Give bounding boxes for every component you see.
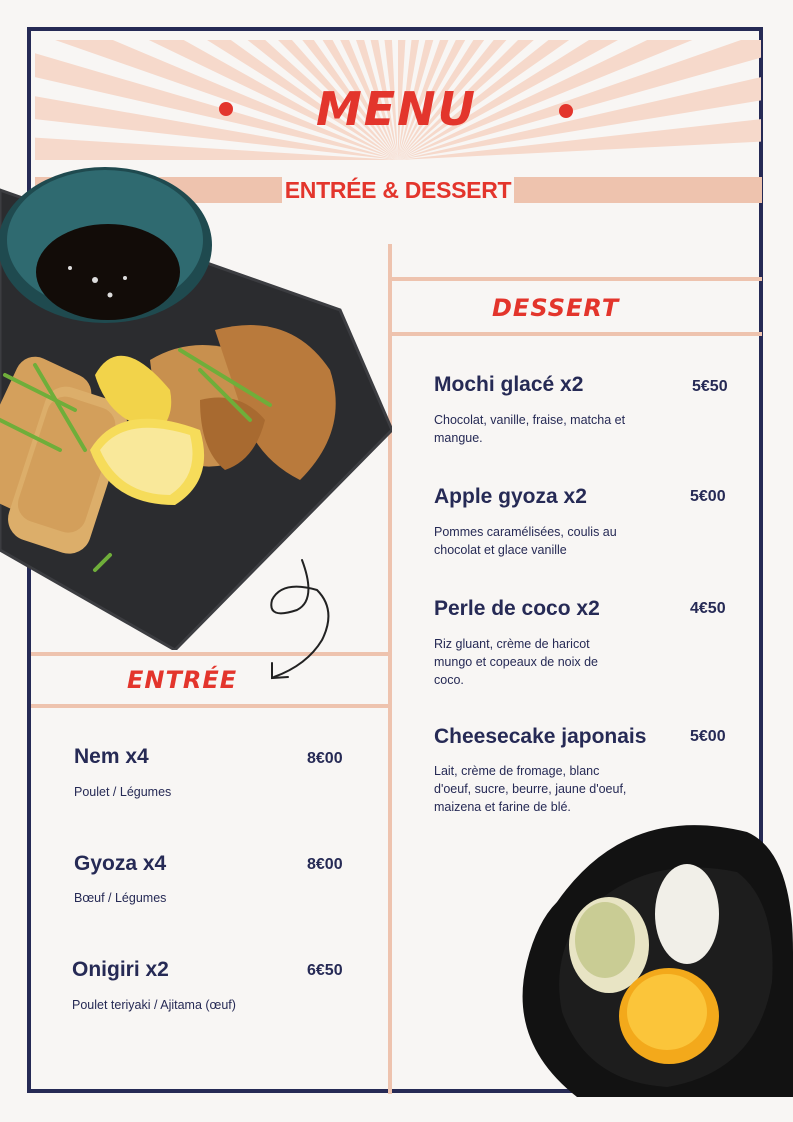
description-line: Riz gluant, crème de haricot	[434, 637, 590, 651]
menu-subtitle: ENTRÉE & DESSERT	[282, 173, 514, 203]
dessert-name: Apple gyoza x2	[434, 485, 587, 508]
entree-name: Gyoza x4	[74, 852, 167, 875]
entree-price: 6€50	[307, 962, 343, 979]
description-line: chocolat et glace vanille	[434, 543, 567, 557]
entree-name: Onigiri x2	[72, 958, 169, 981]
dessert-price: 4€50	[690, 600, 726, 617]
description-line: Bœuf / Légumes	[74, 891, 167, 905]
menu-title: MENU	[315, 82, 478, 136]
dessert-name: Perle de coco x2	[434, 597, 600, 620]
dessert-price: 5€00	[690, 488, 726, 505]
entree-description	[74, 783, 171, 801]
dessert-description	[434, 762, 626, 816]
description-line: mungo et copeaux de noix de	[434, 655, 599, 669]
dessert-rule-top	[392, 277, 762, 281]
description-line: d'oeuf, sucre, beurre, jaune d'oeuf,	[434, 782, 627, 796]
entree-rule-bottom	[31, 704, 388, 708]
description-line: Pommes caramélisées, coulis au	[434, 525, 617, 539]
description-line: Lait, crème de fromage, blanc	[434, 764, 600, 778]
sauce-bowl	[0, 167, 212, 323]
description-line: Chocolat, vanille, fraise, matcha et	[434, 413, 626, 427]
dessert-photo	[517, 812, 793, 1097]
entree-description	[74, 889, 166, 907]
dessert-price: 5€50	[692, 378, 728, 395]
dessert-description	[434, 411, 625, 447]
dessert-name: Mochi glacé x2	[434, 373, 584, 396]
subtitle-band-right	[512, 177, 762, 203]
curly-arrow	[262, 555, 342, 685]
entree-description	[72, 996, 236, 1014]
dessert-description	[434, 635, 598, 689]
entree-heading: ENTRÉE	[127, 666, 238, 694]
dessert-heading: DESSERT	[492, 294, 620, 322]
description-line: coco.	[434, 673, 464, 687]
description-line: maizena et farine de blé.	[434, 800, 571, 814]
entree-name: Nem x4	[74, 745, 149, 768]
description-line: mangue.	[434, 431, 483, 445]
dessert-name: Cheesecake japonais	[434, 725, 647, 748]
description-line: Poulet teriyaki / Ajitama (œuf)	[72, 998, 236, 1012]
entree-price: 8€00	[307, 856, 343, 873]
description-line: Poulet / Légumes	[74, 785, 172, 799]
entree-price: 8€00	[307, 750, 343, 767]
dessert-description	[434, 523, 617, 559]
dessert-rule-bottom	[392, 332, 762, 336]
dessert-price: 5€00	[690, 728, 726, 745]
